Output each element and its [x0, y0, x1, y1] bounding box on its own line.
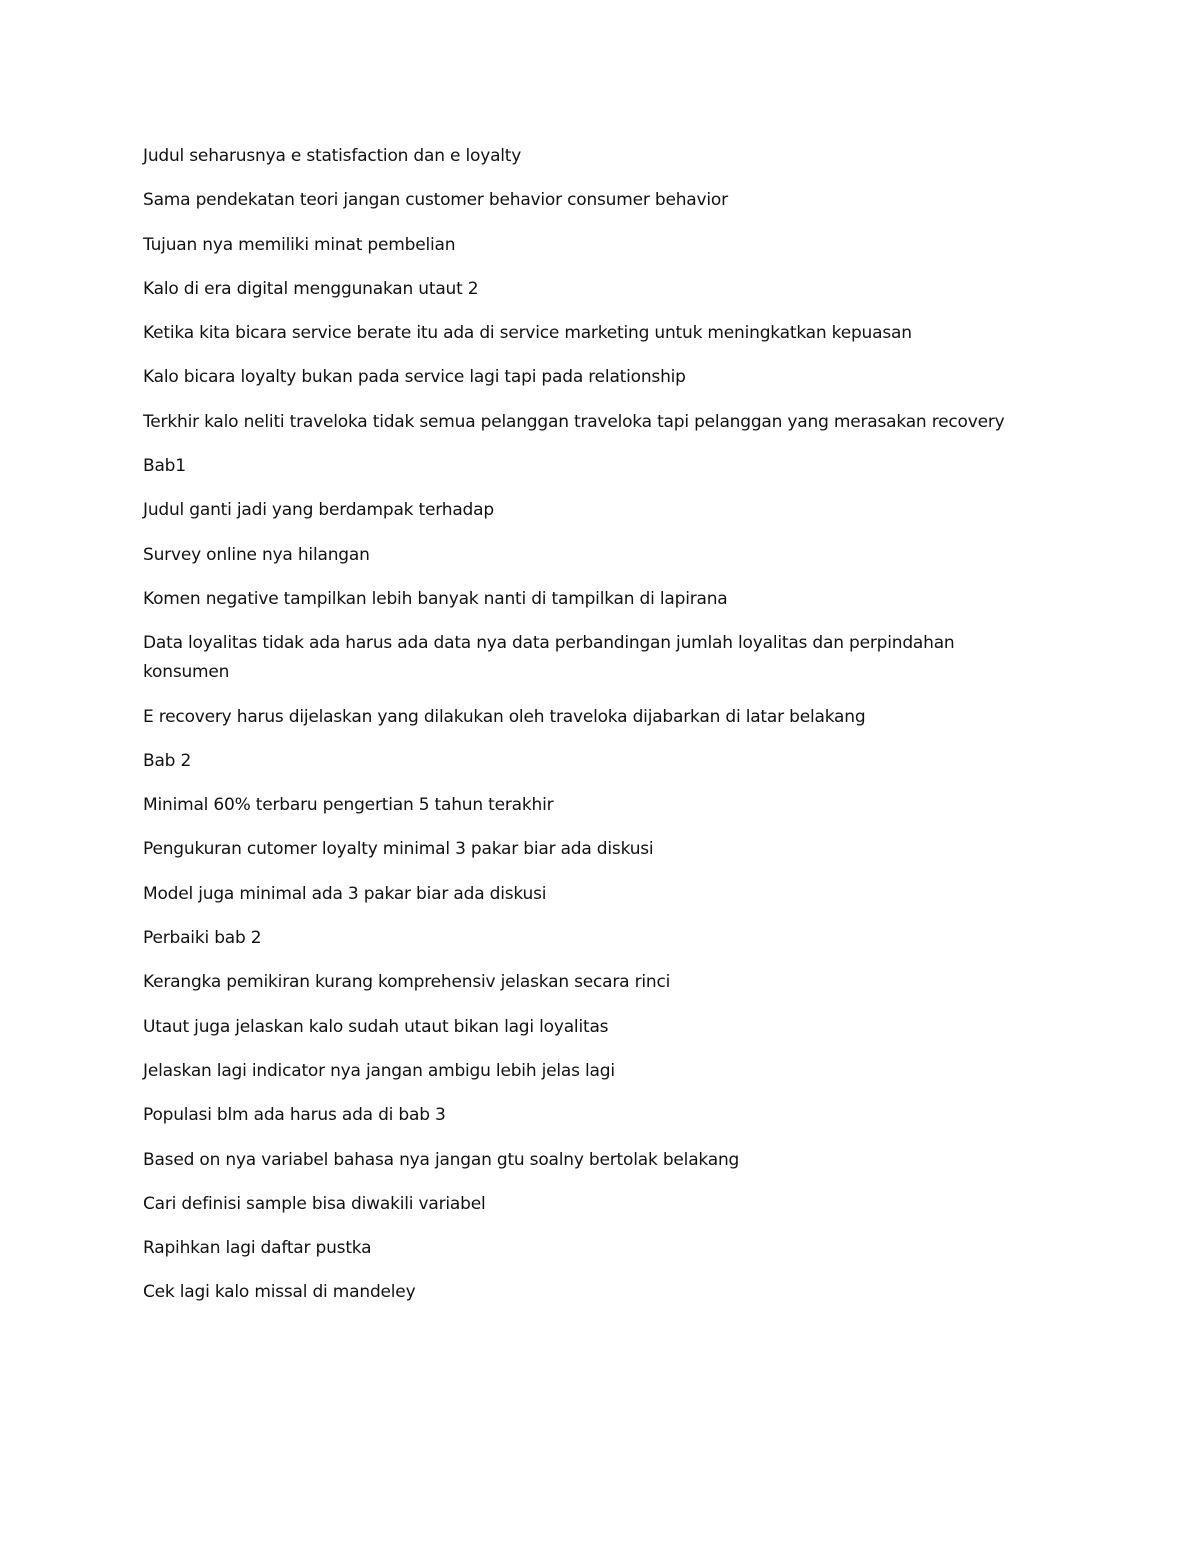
text-line: Ketika kita bicara service berate itu ada di service marketing untuk meningkatkan kepuasan [143, 323, 912, 344]
text-line: Cari definisi sample bisa diwakili variabel [143, 1193, 486, 1214]
text-line: Kalo di era digital menggunakan utaut 2 [143, 278, 479, 299]
text-line: Judul seharusnya e statisfaction dan e loyalty [143, 146, 522, 166]
text-line: Pengukuran cutomer loyalty minimal 3 pakar biar ada diskusi [143, 839, 654, 860]
text-line: Populasi blm ada harus ada di bab 3 [143, 1105, 446, 1126]
text-line: Rapihkan lagi daftar pustka [143, 1238, 372, 1259]
text-line: Komen negative tampilkan lebih banyak nanti di tampilkan di lapirana [143, 588, 728, 609]
text-line: Survey online nya hilangan [143, 544, 370, 565]
text-line: Terkhir kalo neliti traveloka tidak semua pelanggan traveloka tapi pelanggan yang merasakan recovery [143, 411, 1005, 432]
text-line: Kerangka pemikiran kurang komprehensiv jelaskan secara rinci [143, 972, 671, 993]
section-heading-bab2: Bab 2 [143, 750, 192, 771]
text-line: Utaut juga jelaskan kalo sudah utaut bikan lagi loyalitas [143, 1016, 609, 1037]
text-line: Tujuan nya memiliki minat pembelian [143, 234, 456, 255]
text-line: Based on nya variabel bahasa nya jangan gtu soalny bertolak belakang [143, 1149, 740, 1170]
text-line: Perbaiki bab 2 [143, 928, 262, 949]
text-line: Judul ganti jadi yang berdampak terhadap [143, 500, 494, 521]
text-line: Model juga minimal ada 3 pakar biar ada diskusi [143, 883, 547, 904]
text-line: Sama pendekatan teori jangan customer behavior consumer behavior [143, 190, 728, 211]
text-line: Data loyalitas tidak ada harus ada data nya data perbandingan jumlah loyalitas dan perpindahan konsumen [143, 633, 955, 682]
text-line: Kalo bicara loyalty bukan pada service lagi tapi pada relationship [143, 367, 686, 388]
text-line: Jelaskan lagi indicator nya jangan ambigu lebih jelas lagi [143, 1060, 615, 1081]
text-line: Minimal 60% terbaru pengertian 5 tahun terakhir [143, 795, 554, 816]
text-line: E recovery harus dijelaskan yang dilakukan oleh traveloka dijabarkan di latar belakang [143, 706, 866, 727]
section-heading-bab1: Bab1 [143, 456, 186, 477]
text-line: Cek lagi kalo missal di mandeley [143, 1282, 416, 1303]
document-body [143, 142, 1043, 1323]
